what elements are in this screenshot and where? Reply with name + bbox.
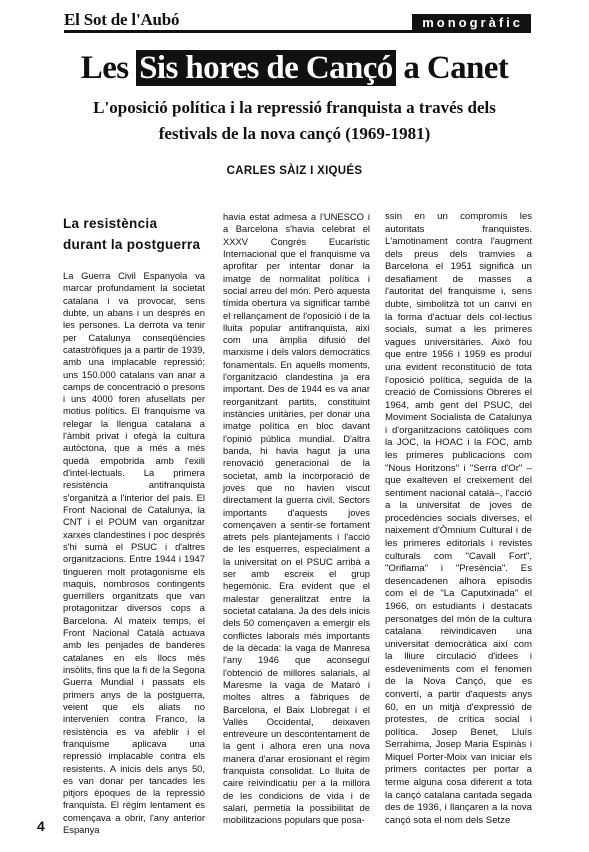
title-before: Les (80, 50, 137, 86)
title-highlight: Sis hores de Cançó (136, 50, 396, 86)
article-subtitle: L'oposició política i la repressió franquista a través dels festivals de la nova cançó (1969-1981) (93, 98, 496, 143)
column-text: La Guerra Civil Espanyola va marcar profundament la societat catalana i va provocar, sens dubte, un abans i un després en les persones. La derrota va tenir per Catalunya conseqüències catastròfiques ja a partir de 1939, amb una implacable repressió; uns 150.000 catalans van anar a camps de concentració o presons i uns 4000 foren afusellats per motius polítics. El franquisme va relegar la llengua catalana a l'àmbit privat i ofegà la cultura autòctona, que a més a més quedà empobrida amb l'exili d'intel·lectuals. La primera resistència antifranquista s'organitzà a l'interior del país. El Front Nacional de Catalunya, la CNT i el POUM van organitzar xarxes clandestines i poc després s'hi sumà el PSUC i d'altres organitzacions. Entre 1944 i 1947 tingueren molt protagonisme els maquis, nombrosos contingents guerrillers organitzats que van protagonitzar diversos cops a Barcelona. Al mateix temps, el Front Nacional Català actuava amb les penjades de banderes catalanes en els llocs més insòlits, fins que la fi de la Segona Guerra Mundial i passats els primers anys de la postguerra, veient que els aliats no intervenien contra Franco, la resistència es va afeblir i el franquisme aplicava una repressió implacable contra els resistents. A inicis dels anys 50, es van donar per tancades les pitjors èpoques de la repressió franquista. El règim lentament es començava a obrir, l'any anterior Espanya (63, 270, 205, 836)
page-number: 4 (37, 818, 45, 834)
title-after: a Canet (395, 50, 509, 86)
section-tag: monogràfic (412, 14, 531, 32)
article-column-3 (385, 211, 532, 827)
article-title (0, 50, 589, 87)
publication-name: El Sot de l'Aubó (64, 10, 180, 29)
column-text: havia estat admesa a l'UNESCO i a Barcelona s'havia celebrat el XXXV Congrés Eucarístic Internacional que el franquisme va aprofitar per intentar donar la imatge de normalitat política i social arreu del món. Però aquesta tímida obertura va significar també el rellançament de l'oposició i de la lluita popular antifranquista, així com una àmplia difusió del marxisme i dels valors democràtics fonamentals. En aquells moments, l'organització clandestina ja era important. Des de 1944 es va anar reorganitzant partits, constituint instàncies unitàries, per donar una imatge política en bloc davant l'opinió pública mundial. D'altra banda, hi havia hagut ja una renovació generacional de la societat, amb la incorporació de joves que no havien viscut directament la guerra civil. Sectors importants d'aquests joves començaven a sentir-se fortament atrets pels plantejaments i l'acció de les esquerres, especialment a la universitat on el PSUC arribà a ser amb escreix el grup hegemònic. Era evident que el malestar generalitzat entre la societat catalana. Ja des dels inicis dels 50 començaven a emergir els conflictes laborals més importants de la dècada: la vaga de Manresa l'any 1946 que aconseguí l'obtenció de millores salarials, al Maresme la vaga de Mataró i moltes altres a fàbriques de Barcelona, el Baix Llobregat i el Vallès Occidental, deixaven entreveure un descontentament de la gent i alhora eren una nova manera d'anar erosionant el règim franquista consolidat. Lo lluita de caire reivindicatiu per a la millora de les condicions de vida i de salari, permetia la possibilitat de mobilitzacions populars que posa- (223, 211, 370, 826)
article-column-1 (63, 270, 205, 836)
column-text: ssin en un compromís les autoritats franquistes. L'amotinament contra l'augment dels preus dels tramvies a Barcelona el 1951 significà un desafiament de masses a l'autoritat del franquisme i, sens dubte, simbolitzà tot un canvi en la forma d'actuar dels col·lectius socials, sumat a les primeres vagues universitàries. Això fou que entre 1956 i 1959 es produí una evident reconstitució de tota l'oposició política, seguida de la creació de Comissions Obreres el 1964, amb gent del PSUC, del Moviment Socialista de Catalunya i d'organitzacions catòliques com la JOC, la HOAC i la FOC, amb les primeres publicacions com "Nous Horitzons" i "Serra d'Or" –que exalteven el creixement del sentiment nacional català–, l'acció a la universitat de joves de procedències socials diverses, el naixement d'Òmnium Cultural i de les primeres editorials i revistes culturals com "Cavall Fort", "Oriflama" i "Presència". Es desencadenen alhora episodis com el de "La Caputxinada" el 1966, on estudiants i destacats personatges del món de la cultura catalana reivindicaven una universitat democràtica així com la lliure circulació d'idees i esdeveniments com el fenomen de la Nova Cançó, que es convertí, a partir d'aquests anys 60, en un mitjà d'expressió de protestes, de crítica social i política. Josep Benet, Lluís Serrahima, Josep Maria Espinàs i Miquel Porter-Moix van iniciar els primers contactes per portar a terme alguna cosa diferent a tota la cançó catalana cantada segada des de 1936, i llançaren a la nova cançó sota el nom dels Setze (385, 211, 532, 826)
article-column-2 (223, 211, 370, 827)
article-author: CARLES SÀIZ I XIQUÉS (226, 165, 363, 177)
section-heading: La resistència durant la postguerra (63, 216, 201, 252)
